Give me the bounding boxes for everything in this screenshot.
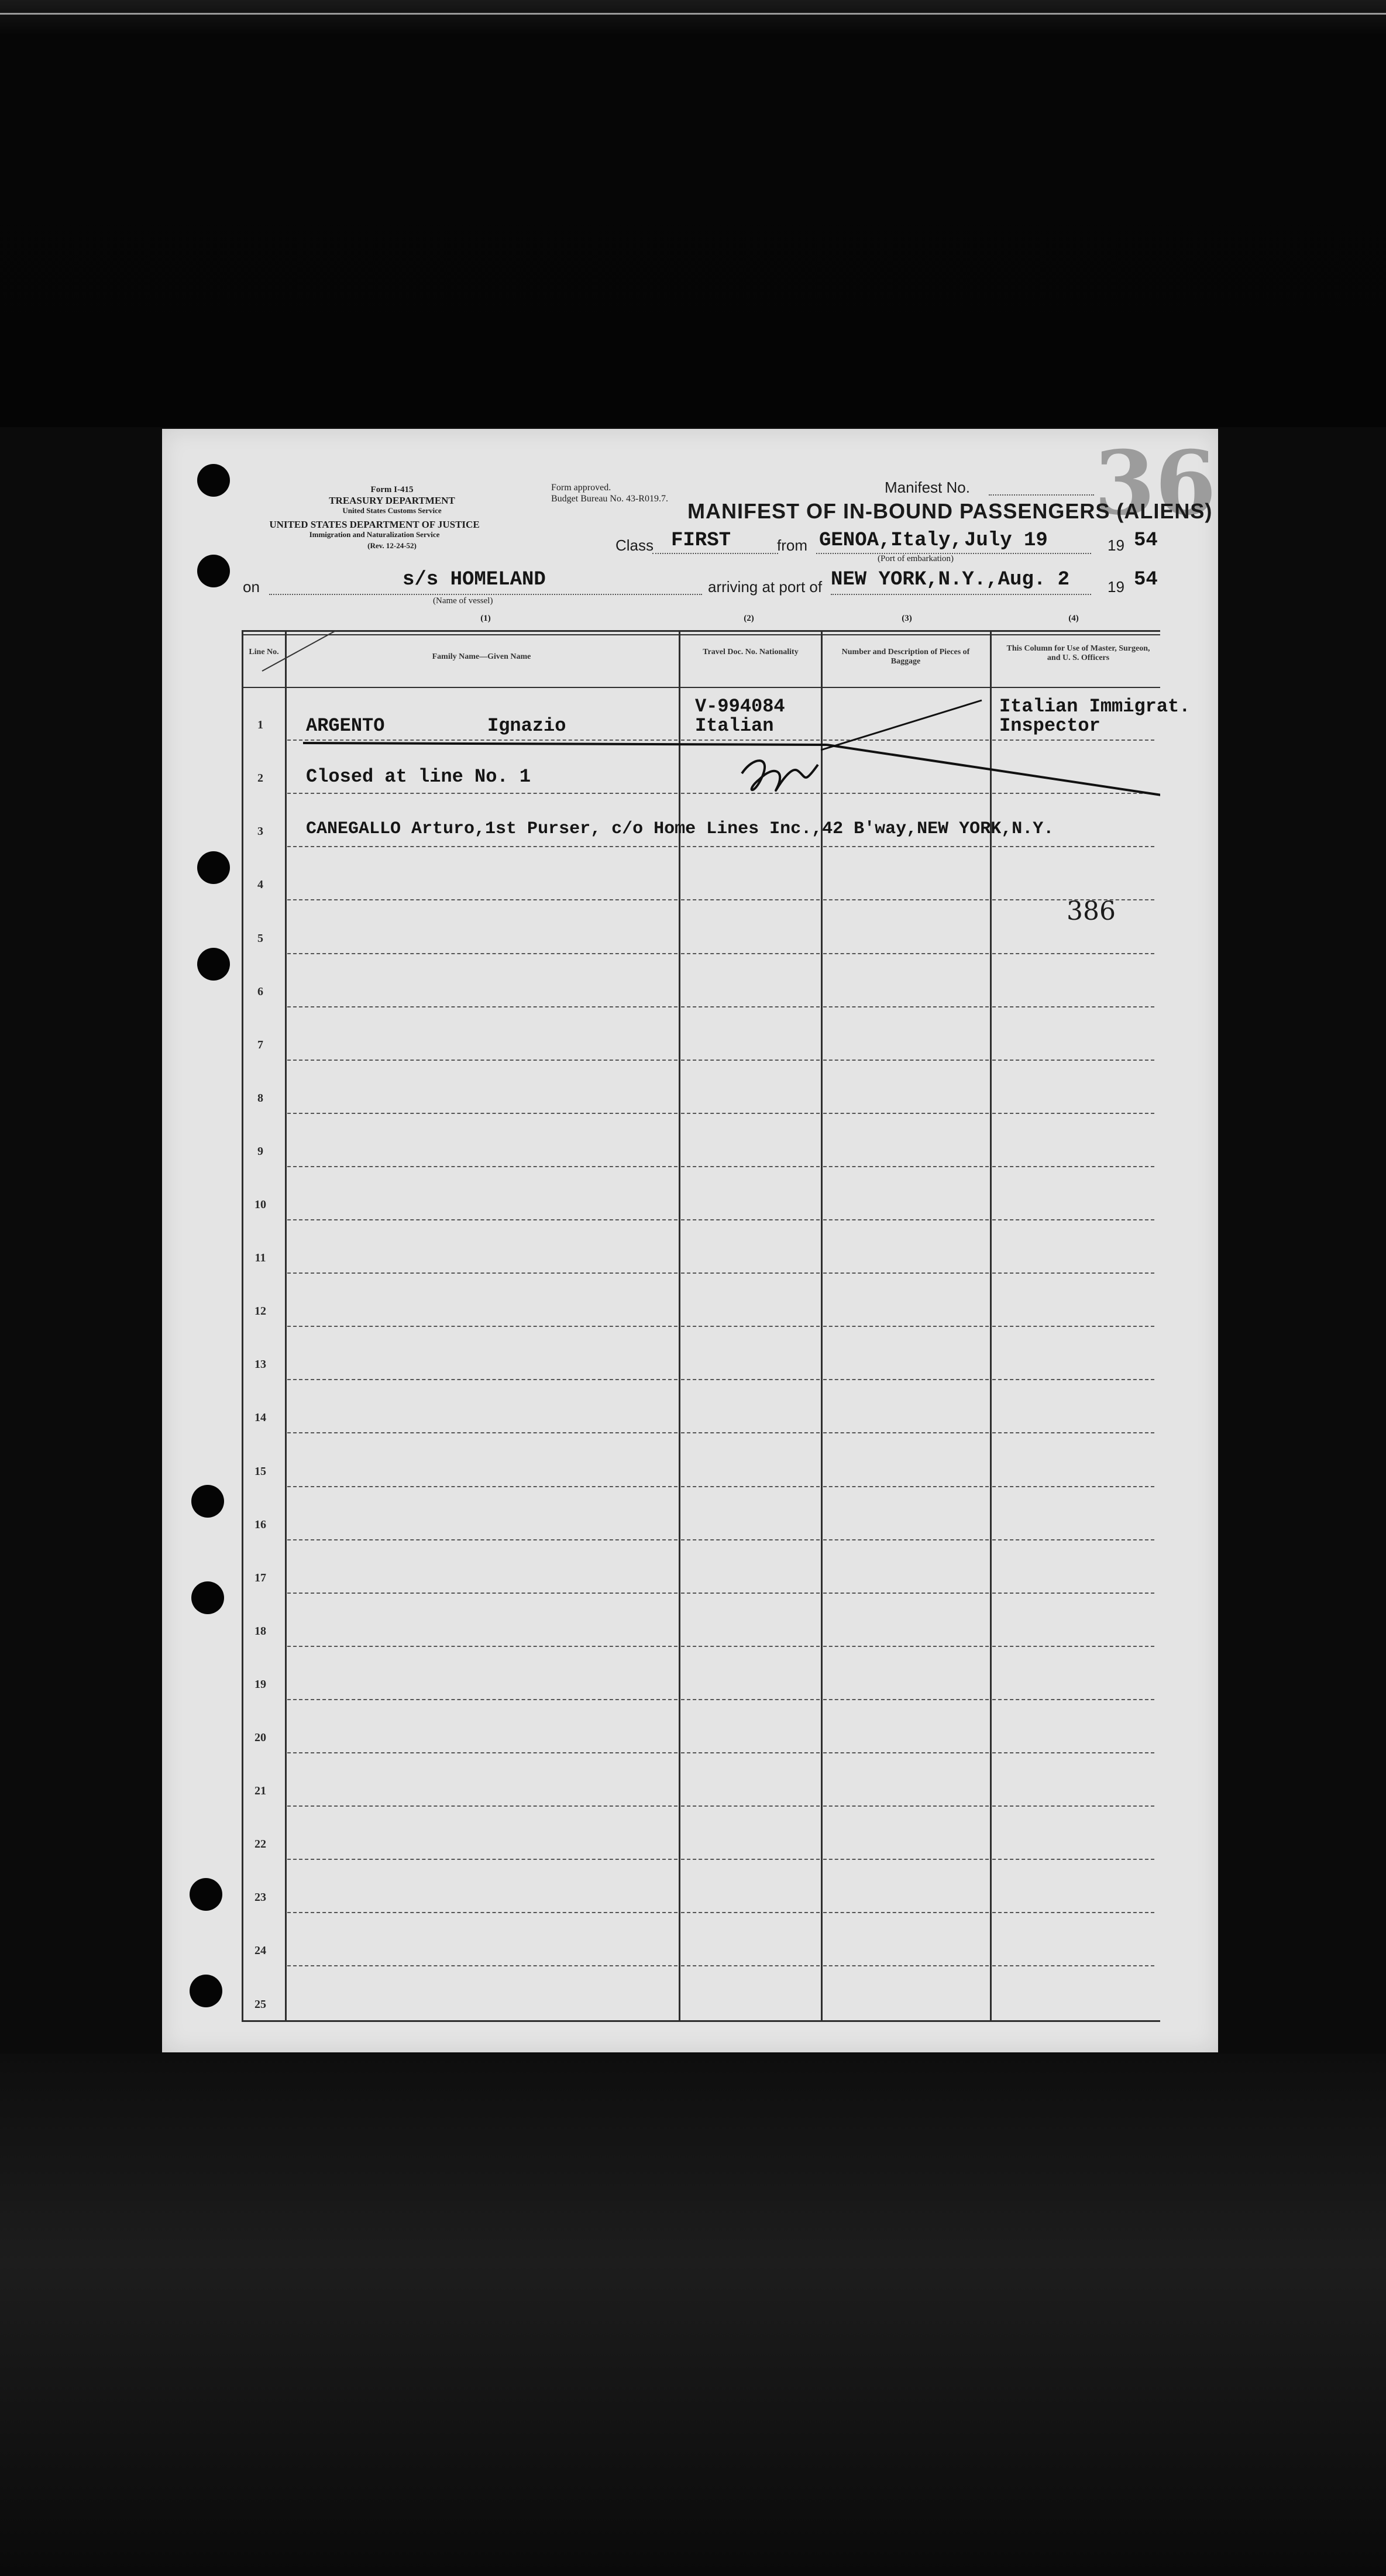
form-number: Form I-415: [370, 485, 414, 494]
row-rule: [681, 1805, 820, 1807]
row-rule: [681, 1006, 820, 1007]
class-underline: [652, 553, 778, 554]
line-number: 23: [254, 1891, 266, 1904]
row-rule: [823, 1326, 989, 1327]
row-rule: [681, 1646, 820, 1647]
row-rule: [681, 1486, 820, 1487]
line-number: 16: [254, 1518, 266, 1531]
revision: (Rev. 12-24-52): [367, 541, 417, 550]
punch-hole-icon: [197, 555, 230, 587]
embark-underline: [816, 553, 1091, 554]
row-rule: [823, 1432, 989, 1433]
line-number: 24: [254, 1944, 266, 1958]
row-rule: [287, 1219, 677, 1220]
port-of-embarkation-label: (Port of embarkation): [878, 554, 954, 563]
row1-inspector: Inspector: [999, 715, 1100, 737]
treasury-dept: TREASURY DEPARTMENT: [329, 495, 455, 506]
row-rule: [823, 1113, 989, 1114]
row-rule: [823, 1486, 989, 1487]
row-rule: [992, 1379, 1154, 1380]
row-rule: [287, 1432, 677, 1433]
col2-number: (2): [744, 614, 754, 623]
row-rule: [681, 1965, 820, 1966]
row-rule: [823, 1912, 989, 1913]
row-rule: [823, 1006, 989, 1007]
line-number: 6: [257, 985, 263, 998]
row-rule: [287, 953, 677, 954]
row-rule: [287, 1912, 677, 1913]
manifest-title: MANIFEST OF IN-BOUND PASSENGERS (ALIENS): [687, 499, 1213, 523]
punch-hole-icon: [191, 1485, 224, 1518]
row1-given-name: Ignazio: [487, 715, 566, 737]
col1-number: (1): [480, 614, 491, 623]
row1-nationality: Italian: [695, 715, 774, 737]
line-number: 20: [254, 1731, 266, 1744]
line-number: 13: [254, 1358, 266, 1371]
row-rule: [287, 1326, 677, 1327]
row-rule: [823, 1965, 989, 1966]
row-rule: [992, 1859, 1154, 1860]
row-rule: [992, 1593, 1154, 1594]
manifest-table: [242, 630, 1191, 2022]
row-rule: [287, 1539, 677, 1540]
punch-hole-icon: [197, 464, 230, 497]
row-rule: [992, 1326, 1154, 1327]
row-rule: [823, 1859, 989, 1860]
row-rule: [287, 1859, 677, 1860]
row-rule: [287, 1805, 677, 1807]
row-rule: [992, 1272, 1154, 1274]
arrival-port-date: NEW YORK,N.Y.,Aug. 2: [831, 569, 1070, 591]
row-rule: [823, 1272, 989, 1274]
row-rule: [681, 899, 820, 900]
strike-line-diagonal: [827, 745, 1160, 797]
row-rule: [681, 1539, 820, 1540]
row-rule: [287, 1593, 677, 1594]
line-number: 18: [254, 1624, 266, 1638]
scan-background-top: [0, 0, 1386, 427]
row-rule: [992, 1060, 1154, 1061]
line-number: 19: [254, 1677, 266, 1691]
row-rule: [681, 1326, 820, 1327]
budget-bureau: Budget Bureau No. 43-R019.7.: [551, 494, 668, 504]
col4-number: (4): [1068, 614, 1079, 623]
header-slash: [262, 630, 443, 671]
row-rule: [681, 1272, 820, 1274]
manifest-no-underline: [989, 494, 1094, 496]
row-rule: [681, 1060, 820, 1061]
row-rule: [681, 953, 820, 954]
row-rule: [823, 1219, 989, 1220]
row-rule: [681, 1912, 820, 1913]
line-number: 7: [257, 1038, 263, 1051]
row-rule: [287, 1699, 677, 1700]
row-rule: [287, 1113, 677, 1114]
vessel-underline: [269, 594, 702, 595]
class-value: FIRST: [671, 529, 731, 552]
row-rule: [992, 1752, 1154, 1753]
baggage-slash: [821, 700, 982, 750]
vessel-name: s/s HOMELAND: [403, 569, 546, 591]
row-rule: [992, 1166, 1154, 1167]
row-rule: [287, 1060, 677, 1061]
row-rule: [823, 1699, 989, 1700]
row-rule: [287, 1379, 677, 1380]
baggage-header: Number and Description of Pieces of Baggage: [841, 648, 970, 666]
row-rule: [681, 1166, 820, 1167]
travel-doc-header: Travel Doc. No. Nationality: [703, 648, 799, 656]
line-number: 9: [257, 1144, 263, 1158]
row-rule: [823, 1166, 989, 1167]
line-number: 15: [254, 1464, 266, 1478]
arrival-underline: [831, 594, 1091, 595]
manifest-number-stamp: 36: [1094, 432, 1216, 535]
row-rule: [992, 1006, 1154, 1007]
row-rule: [992, 1432, 1154, 1433]
line-number: 12: [254, 1305, 266, 1318]
year-value: 54: [1134, 529, 1158, 552]
punch-hole-icon: [191, 1581, 224, 1614]
year-prefix: 19: [1108, 536, 1124, 554]
row-rule: [823, 1593, 989, 1594]
line-number: 21: [254, 1784, 266, 1798]
row-rule: [992, 1646, 1154, 1647]
line-number: 22: [254, 1838, 266, 1851]
row-rule: [287, 1006, 677, 1007]
row-rule: [823, 1805, 989, 1807]
row-rule: [992, 1539, 1154, 1540]
family-name-header: Family Name—Given Name: [432, 652, 531, 661]
signature-icon: [742, 761, 818, 790]
line-number: 3: [257, 825, 263, 838]
row-rule: [287, 1752, 677, 1753]
row-rule: [681, 1432, 820, 1433]
row-rule: [992, 1113, 1154, 1114]
row-rule: [681, 1379, 820, 1380]
row-rule: [823, 1060, 989, 1061]
scan-edge-line: [0, 13, 1386, 15]
arrival-year-prefix: 19: [1108, 578, 1124, 596]
punch-hole-icon: [197, 851, 230, 884]
justice-dept: UNITED STATES DEPARTMENT OF JUSTICE: [269, 519, 480, 530]
row-rule: [992, 1486, 1154, 1487]
line-number: 8: [257, 1091, 263, 1105]
line-number: 5: [257, 931, 263, 945]
row-rule: [681, 1113, 820, 1114]
row-rule: [992, 1699, 1154, 1700]
handwritten-number: 386: [1067, 896, 1116, 926]
row-rule: [823, 1752, 989, 1753]
line-number: 25: [254, 1997, 266, 2011]
embark-port: GENOA,Italy,: [819, 529, 962, 552]
ins-service: Immigration and Naturalization Service: [309, 530, 440, 539]
arriving-label: arriving at port of: [708, 578, 823, 596]
row-rule: [823, 1379, 989, 1380]
row-rule: [823, 899, 989, 900]
row-rule: [681, 1752, 820, 1753]
line-number: 4: [257, 878, 263, 892]
row-rule: [823, 953, 989, 954]
row-rule: [992, 1965, 1154, 1966]
on-label: on: [243, 578, 260, 596]
line-number: 1: [257, 718, 263, 732]
row-rule: [287, 1646, 677, 1647]
row-rule: [681, 1699, 820, 1700]
row-rule: [992, 1912, 1154, 1913]
row-rule: [681, 1593, 820, 1594]
punch-hole-icon: [197, 948, 230, 981]
line-number: 11: [254, 1251, 266, 1265]
strike-line-row1: [303, 743, 827, 745]
class-label: Class: [615, 536, 654, 554]
col3-number: (3): [902, 614, 912, 623]
row-rule: [992, 1805, 1154, 1807]
row-rule: [681, 1219, 820, 1220]
row2-closed-note: Closed at line No. 1: [306, 766, 531, 787]
from-label: from: [777, 536, 807, 554]
arrival-year-value: 54: [1134, 569, 1158, 591]
row1-officer-note: Italian Immigrat.: [999, 696, 1191, 717]
form-approved: Form approved.: [551, 483, 611, 493]
row-rule: [823, 1646, 989, 1647]
row1-family-name: ARGENTO: [306, 715, 385, 737]
row-rule: [287, 899, 677, 900]
punch-hole-icon: [190, 1878, 222, 1911]
line-number: 10: [254, 1198, 266, 1211]
row-rule: [992, 953, 1154, 954]
embark-date: July 19: [964, 529, 1048, 552]
line-number: 14: [254, 1411, 266, 1425]
table-bottom-border: [242, 2020, 1160, 2022]
row-rule: [287, 1272, 677, 1274]
row-rule: [823, 1539, 989, 1540]
row-rule: [992, 1219, 1154, 1220]
manifest-no-label: Manifest No.: [885, 479, 970, 496]
row-rule: [287, 1486, 677, 1487]
punch-hole-icon: [190, 1975, 222, 2007]
officers-header: This Column for Use of Master, Surgeon, and U. S. Officers: [1006, 644, 1150, 663]
line-number: 2: [257, 772, 263, 785]
row-rule: [681, 1859, 820, 1860]
vessel-label: (Name of vessel): [433, 596, 493, 606]
row-rule: [287, 1965, 677, 1966]
scan-background-bottom: [0, 2054, 1386, 2576]
row-rule: [287, 1166, 677, 1167]
row1-travel-doc: V-994084: [695, 696, 785, 717]
row3-purser-note: CANEGALLO Arturo,1st Purser, c/o Home Lines Inc.,42 B'way,NEW YORK,N.Y.: [306, 819, 1054, 839]
line-no-header: Line No.: [249, 648, 279, 656]
customs-service: United States Customs Service: [342, 506, 442, 515]
line-number: 17: [254, 1571, 266, 1584]
annotation-marks: [242, 630, 1160, 876]
